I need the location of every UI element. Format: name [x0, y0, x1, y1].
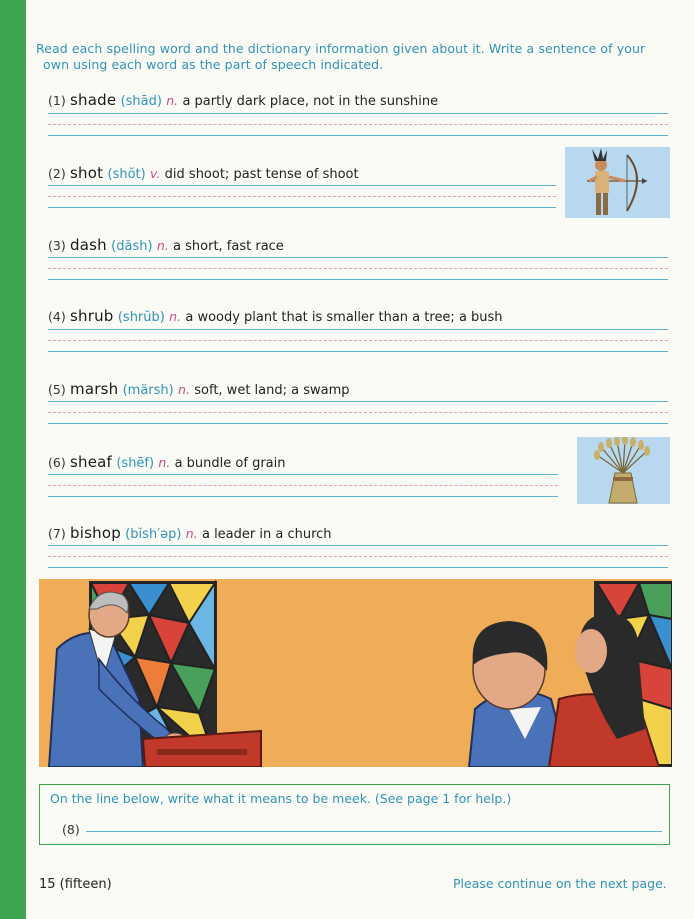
entry-dash: [48, 235, 668, 255]
entry-header: [48, 379, 668, 399]
writing-line-base: [48, 423, 668, 424]
pronunciation: (shrŭb): [117, 310, 165, 325]
entry-number: (3): [48, 238, 66, 253]
part-of-speech: n.: [158, 455, 171, 470]
entry-number: (5): [48, 382, 66, 397]
spelling-word: dash: [70, 236, 107, 254]
part-of-speech: n.: [185, 526, 198, 541]
entry-header: [48, 306, 668, 326]
entry-number: (1): [48, 93, 66, 108]
part-of-speech: n.: [178, 382, 190, 397]
entry-shade: [48, 90, 668, 110]
writing-line-mid: [48, 340, 668, 341]
definition: a short, fast race: [173, 239, 284, 254]
part-of-speech: n.: [166, 93, 179, 108]
definition: a bundle of grain: [174, 456, 286, 471]
spelling-word: shade: [70, 91, 117, 109]
church-illustration: [39, 579, 672, 767]
entry-header: [48, 235, 668, 255]
entry-shot: [48, 163, 556, 183]
pronunciation: (märsh): [122, 383, 174, 398]
instructions-line-1: Read each spelling word and the dictionary information given about it. Write a sentence of your: [36, 41, 646, 56]
writing-line-top[interactable]: [48, 329, 668, 330]
pronunciation: (bĭsh′əp): [125, 527, 182, 542]
entry-bishop: [48, 523, 668, 543]
entry-number: (4): [48, 309, 66, 324]
writing-line-base: [48, 567, 668, 568]
entry-number: (7): [48, 526, 66, 541]
writing-line-base: [48, 496, 558, 497]
writing-line-base: [48, 135, 668, 136]
writing-line-mid: [48, 268, 668, 269]
writing-line-base: [48, 279, 668, 280]
left-margin-bar: [0, 0, 26, 919]
meek-number: (8): [62, 822, 80, 837]
pronunciation: (dăsh): [111, 239, 153, 254]
entry-sheaf: [48, 452, 558, 472]
spelling-word: bishop: [70, 524, 121, 542]
writing-line-top[interactable]: [48, 474, 558, 475]
instructions-line-2: own using each word as the part of speech indicated.: [43, 57, 384, 72]
wheat-sheaf-illustration: [577, 437, 670, 504]
spelling-word: sheaf: [70, 453, 113, 471]
definition: a leader in a church: [201, 527, 332, 542]
definition: a partly dark place, not in the sunshine: [182, 94, 439, 109]
writing-line-top[interactable]: [48, 257, 668, 258]
part-of-speech: n.: [169, 309, 182, 324]
writing-line-mid: [48, 412, 668, 413]
writing-line-mid: [48, 485, 558, 486]
entry-marsh: [48, 379, 668, 399]
writing-line-mid: [48, 196, 556, 197]
pronunciation: (shād): [120, 94, 162, 109]
pronunciation: (shŏt): [107, 167, 146, 182]
spelling-word: marsh: [70, 380, 119, 398]
spelling-word: shot: [70, 164, 104, 182]
meek-prompt: On the line below, write what it means to be meek. (See page 1 for help.): [50, 791, 512, 806]
writing-line-mid: [48, 556, 668, 557]
writing-line-top[interactable]: [48, 545, 668, 546]
writing-line-top[interactable]: [48, 113, 668, 114]
meek-question-box: [39, 784, 670, 845]
instructions: [36, 41, 676, 73]
part-of-speech: n.: [156, 238, 169, 253]
archer-illustration: [565, 147, 670, 218]
pronunciation: (shēf): [116, 456, 155, 471]
writing-line-top[interactable]: [48, 401, 668, 402]
part-of-speech: v.: [150, 166, 161, 181]
writing-line-mid: [48, 124, 668, 125]
writing-line-base: [48, 351, 668, 352]
entry-shrub: [48, 306, 668, 326]
entry-header: [48, 452, 558, 472]
entry-number: (2): [48, 166, 66, 181]
page-number: 15 (fifteen): [39, 877, 112, 892]
meek-answer-line[interactable]: [86, 831, 662, 832]
entry-header: [48, 523, 668, 543]
entry-header: [48, 90, 668, 110]
definition: a woody plant that is smaller than a tree; a bush: [185, 310, 503, 325]
writing-line-top[interactable]: [48, 185, 556, 186]
definition: soft, wet land; a swamp: [194, 383, 350, 398]
entry-number: (6): [48, 455, 66, 470]
spelling-word: shrub: [70, 307, 114, 325]
definition: did shoot; past tense of shoot: [164, 167, 359, 182]
entry-header: [48, 163, 556, 183]
continue-note: Please continue on the next page.: [453, 876, 667, 891]
writing-line-base: [48, 207, 556, 208]
